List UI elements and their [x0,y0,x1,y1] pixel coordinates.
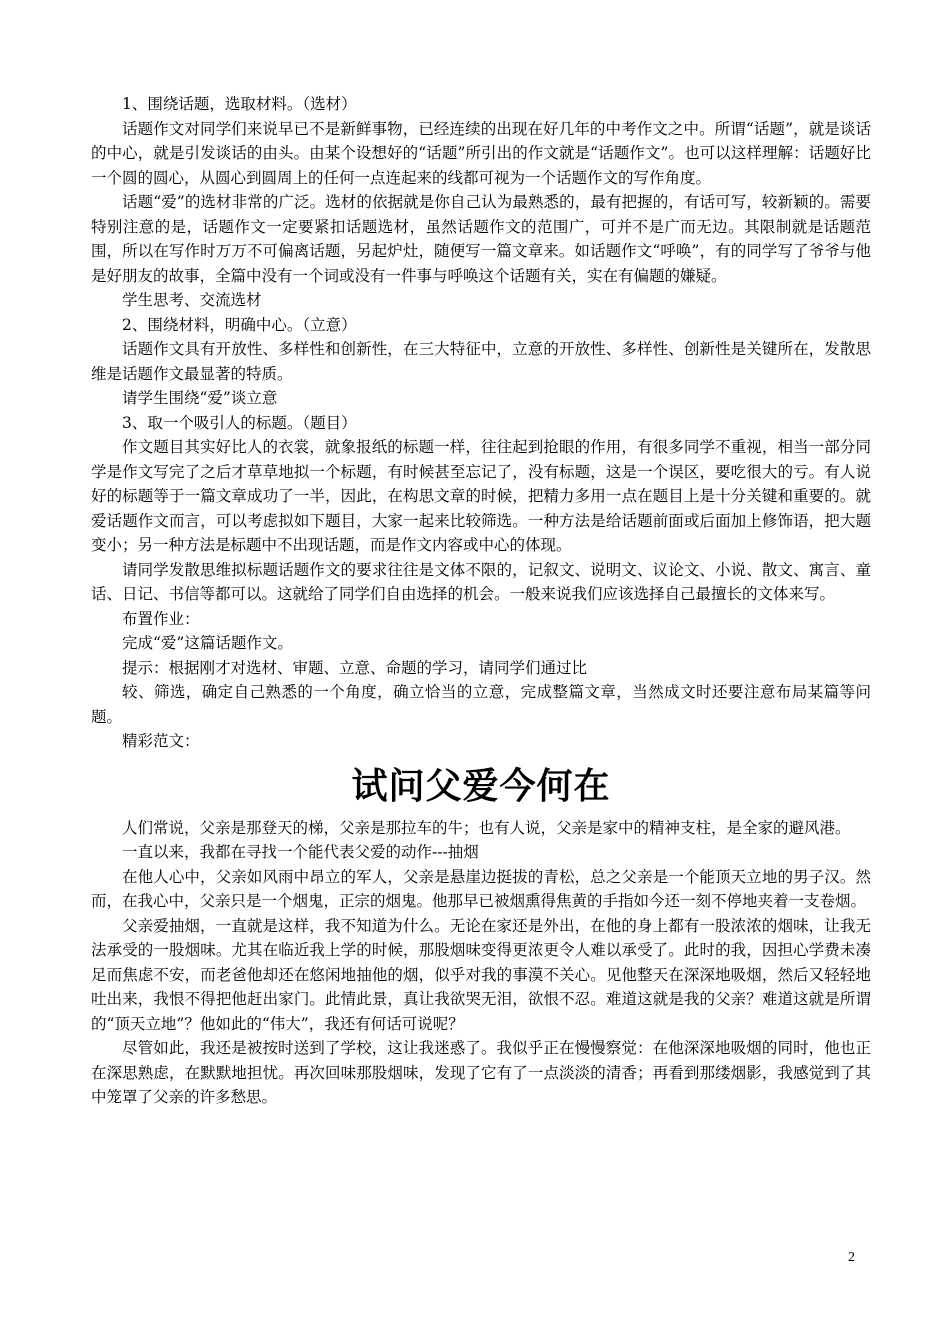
paragraph-theme-prompt: 请学生围绕“爱”谈立意 [122,389,278,407]
paragraph-love-material: 话题“爱”的选材非常的广泛。选材的依据就是你自己认为最熟悉的，最有把握的，有话可写，较新颖的。需要特别注意的是，话题作文一定要紧扣话题选材，虽然话题作文的范围广，可并不是广而无边。其限制就是话题范围，所以在写作时万万不可偏离话题，另起炉灶，随便写一篇文章来。如话题作文“呼唤”，有的同学写了爷爷与他是好朋友的故事，全篇中没有一个词或没有一件事与呼唤这个话题有关，实在有偏题的嫌疑。 [91,193,871,285]
paragraph-topic-definition: 话题作文对同学们来说早已不是新鲜事物，已经连续的出现在好几年的中考作文之中。所谓“话题”，就是谈话的中心，就是引发谈话的由头。由某个设想好的“话题”所引出的作文就是“话题作文”。也可以这样理解：话题好比一个圆的圆心，从圆心到圆周上的任何一点连起来的线都可视为一个话题作文的写作角度。 [91,119,871,187]
paragraph-homework-task: 完成“爱”这篇话题作文。 [122,634,293,652]
heading-select-material: 1、围绕话题，选取材料。（选材） [122,95,357,113]
essay-title: 试问父爱今何在 [351,764,611,807]
document-page [91,92,871,1110]
paragraph-title-importance: 作文题目其实好比人的衣裳，就象报纸的标题一样，往往起到抢眼的作用，有很多同学不重视，相当一部分同学是作文写完了之后才草草地拟一个标题，有时候甚至忘记了，没有标题，这是一个误区，要吃很大的亏。有人说好的标题等于一篇文章成功了一半，因此，在构思文章的时候，把精力多用一点在题目上是十分关键和重要的。就爱话题作文而言，可以考虑拟如下题目，大家一起来比较筛选。一种方法是给话题前面或后面加上修饰语，把大题变小；另一种方法是标题中不出现话题，而是作文内容或中心的体现。 [91,438,871,554]
essay-paragraph: 父亲爱抽烟，一直就是这样，我不知道为什么。无论在家还是外出，在他的身上都有一股浓浓的烟味，让我无法承受的一股烟味。尤其在临近我上学的时候，那股烟味变得更浓更令人难以承受了。此时的我，因担心学费未凑足而焦虑不安，而老爸他却还在悠闲地抽他的烟，似乎对我的事漠不关心。见他整天在深深地吸烟，然后又轻轻地吐出来，我恨不得把他赶出家门。此情此景，真让我欲哭无泪，欲恨不忍。难道这就是我的父亲？难道这就是所谓的“顶天立地”？他如此的“伟大”，我还有何话可说呢？ [91,916,871,1033]
heading-homework: 布置作业： [122,609,200,628]
essay-paragraph: 尽管如此，我还是被按时送到了学校，这让我迷惑了。我似乎正在慢慢察觉：在他深深地吸烟的同时，他也正在深思熟虑，在默默地担忧。再次回味那股烟味，发现了它有了一点淡淡的清香；再看到那缕烟影，我感觉到了其中笼罩了父亲的许多愁思。 [91,1039,871,1106]
essay-paragraph: 人们常说，父亲是那登天的梯，父亲是那拉车的牛；也有人说，父亲是家中的精神支柱，是全家的避风港。 [122,818,851,837]
paragraph-genre-choice: 请同学发散思维拟标题话题作文的要求往往是文体不限的，记叙文、说明文、议论文、小说、散文、寓言、童话、日记、书信等都可以。这就给了同学们自由选择的机会。一般来说我们应该选择自己最擅长的文体来写。 [91,560,871,603]
page-number: 2 [848,1250,855,1265]
heading-title-choice: 3、取一个吸引人的标题。（题目） [122,413,357,432]
heading-sample-essay: 精彩范文： [122,732,200,750]
essay-paragraph: 在他人心中，父亲如风雨中昂立的军人，父亲是悬崖边挺拔的青松，总之父亲是一个能顶天立地的男子汉。然而，在我心中，父亲只是一个烟鬼，正宗的烟鬼。他那早已被烟熏得焦黄的手指如今还一刻不停地夹着一支卷烟。 [91,867,871,910]
paragraph-hint-continued: 较、筛选，确定自己熟悉的一个角度，确立恰当的立意，完成整篇文章，当然成文时还要注意布局某篇等问题。 [91,683,871,726]
paragraph-student-discussion: 学生思考、交流选材 [122,291,262,309]
essay-paragraph: 一直以来，我都在寻找一个能代表父爱的动作---抽烟 [122,843,479,861]
paragraph-theme-features: 话题作文具有开放性、多样性和创新性，在三大特征中，立意的开放性、多样性、创新性是关键所在，发散思维是话题作文最显著的特质。 [91,340,871,383]
heading-define-theme: 2、围绕材料，明确中心。（立意） [122,315,357,334]
paragraph-hint: 提示：根据刚才对选材、审题、立意、命题的学习，请同学们通过比 [122,658,588,677]
